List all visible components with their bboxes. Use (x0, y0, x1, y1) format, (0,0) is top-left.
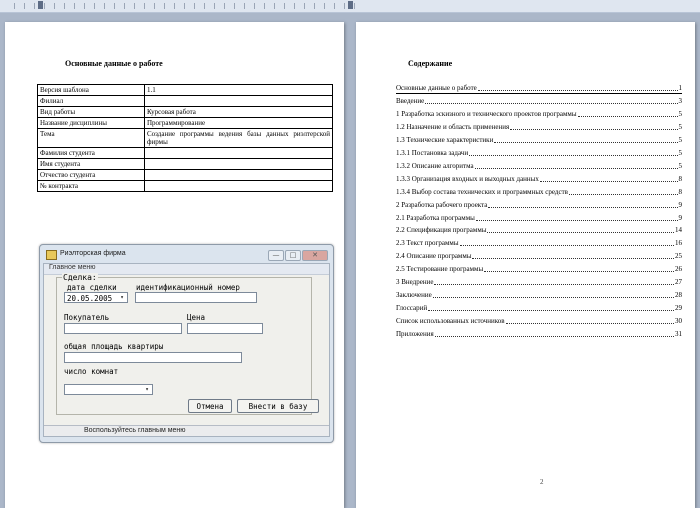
toc-entry[interactable] (396, 188, 682, 197)
toc-leader-dots (476, 214, 678, 221)
toc-entry-page: 26 (675, 265, 682, 274)
toc-entry-page: 8 (678, 187, 682, 196)
chevron-down-icon[interactable]: ▾ (145, 386, 149, 393)
toc-entry[interactable] (396, 330, 682, 339)
toc-entry-title: Приложения (396, 330, 434, 339)
toc-entry-page: 14 (675, 226, 682, 235)
toc-leader-dots (475, 162, 678, 169)
toc-leader-dots (425, 97, 677, 104)
toc-entry[interactable] (396, 291, 682, 300)
toc-entry[interactable] (396, 97, 682, 106)
toc-leader-dots (484, 265, 674, 272)
rooms-label: число комнат (64, 367, 119, 376)
toc-leader-dots (428, 304, 674, 311)
table-row: № контракта (38, 181, 333, 192)
toc-entry-title: Введение (396, 96, 425, 105)
toc-entry-page: 30 (675, 317, 682, 326)
window-client-area (43, 263, 330, 437)
close-button[interactable]: ✕ (302, 250, 328, 261)
toc-entry[interactable] (396, 136, 682, 145)
toc-entry-title: Заключение (396, 291, 432, 300)
deal-date-value: 20.05.2005 (67, 294, 113, 303)
realtor-app-window (39, 244, 334, 443)
rooms-select[interactable] (64, 384, 153, 395)
toc-entry-page: 8 (678, 174, 682, 183)
toc-entry[interactable] (396, 149, 682, 158)
toc-leader-dots (469, 149, 677, 156)
buyer-label: Покупатель (64, 313, 110, 322)
toc-entry[interactable] (396, 162, 682, 171)
toc-leader-dots (494, 136, 677, 143)
maximize-button[interactable]: □ (285, 250, 301, 261)
work-info-table (37, 84, 333, 192)
add-to-database-button[interactable]: Внести в базу (237, 399, 319, 413)
toc-leader-dots (510, 123, 677, 130)
toc-entry-title: 3 Внедрение (396, 278, 434, 287)
status-text: Воспользуйтесь главным меню (84, 427, 186, 434)
toc-leader-dots (578, 110, 678, 117)
right-indent-marker[interactable] (348, 1, 353, 9)
toc-entry-title: 1 Разработка эскизного и технического проектов программы (396, 109, 577, 118)
toc-entry-page: 5 (678, 135, 682, 144)
toc-title: Содержание (408, 59, 453, 68)
ruler-ticks (14, 3, 364, 9)
toc-entry[interactable] (396, 304, 682, 313)
toc-entry-title: 1.3.1 Постановка задачи (396, 148, 469, 157)
toc-entry-page: 3 (678, 96, 682, 105)
toc-entry-title: 1.3.4 Выбор состава технических и программных средств (396, 187, 568, 196)
toc-entry-page: 31 (675, 330, 682, 339)
toc-entry[interactable] (396, 265, 682, 274)
toc-entry-page: 5 (678, 148, 682, 157)
toc-entry-title: 2.3 Текст программы (396, 239, 459, 248)
toc-entry[interactable] (396, 175, 682, 184)
table-row: Название дисциплины Программирование (38, 118, 333, 129)
toc-leader-dots (540, 175, 678, 182)
toc-entry[interactable] (396, 110, 682, 119)
toc-entry-title: 1.3.2 Описание алгоритма (396, 161, 474, 170)
toc-entry-title: 2.1 Разработка программы (396, 213, 475, 222)
toc-entry[interactable] (396, 278, 682, 287)
deal-group-label: Сделка: (63, 273, 97, 282)
toc-entry-page: 27 (675, 278, 682, 287)
toc-leader-dots (435, 330, 674, 337)
minimize-button[interactable]: — (268, 250, 284, 261)
document-page-1 (5, 22, 344, 508)
cancel-button[interactable]: Отмена (188, 399, 232, 413)
toc-entry-page: 29 (675, 304, 682, 313)
toc-leader-dots (478, 84, 678, 91)
chevron-down-icon[interactable]: ▾ (120, 294, 124, 301)
app-icon (46, 250, 57, 260)
toc-entry[interactable] (396, 84, 682, 94)
toc-leader-dots (487, 226, 674, 233)
toc-entry-title: 1.2 Назначение и область применения (396, 122, 510, 131)
page-number: 2 (540, 478, 544, 486)
toc-entry-page: 25 (675, 252, 682, 261)
toc-leader-dots (433, 291, 674, 298)
toc-entry-title: 2.2 Спецификация программы (396, 226, 487, 235)
toc-entry[interactable] (396, 252, 682, 261)
table-row: Имя студента (38, 159, 333, 170)
deal-date-picker[interactable] (64, 292, 128, 303)
window-title: Риэлторская фирма (60, 250, 126, 257)
toc-entry-title: Основные данные о работе (396, 84, 477, 92)
toc-entry[interactable] (396, 317, 682, 326)
window-titlebar[interactable] (43, 247, 330, 261)
status-bar (44, 425, 329, 436)
toc-entry-page: 5 (678, 161, 682, 170)
toc-leader-dots (488, 201, 677, 208)
table-row: Филиал (38, 96, 333, 107)
toc-entry-page: 5 (678, 109, 682, 118)
main-menu-item[interactable]: Главное меню (49, 264, 96, 271)
id-number-input[interactable] (135, 292, 257, 303)
toc-entry-title: 1.3.3 Организация входных и выходных данных (396, 174, 539, 183)
table-row: Отчество студента (38, 170, 333, 181)
buyer-input[interactable] (64, 323, 182, 334)
toc-entry-title: 2.4 Описание программы (396, 252, 472, 261)
toc-entry-title: 2 Разработка рабочего проекта (396, 200, 488, 209)
toc-entry-title: Глоссарий (396, 304, 428, 313)
toc-entry-page: 9 (678, 213, 682, 222)
horizontal-ruler[interactable] (0, 0, 700, 13)
table-row: Фамилия студента (38, 148, 333, 159)
toc-entry[interactable] (396, 226, 682, 235)
toc-entry[interactable] (396, 214, 682, 223)
left-indent-marker[interactable] (38, 1, 43, 9)
deal-date-label: дата сделки (67, 283, 117, 292)
toc-entry-title: 1.3 Технические характеристики (396, 135, 494, 144)
price-label: Цена (187, 313, 206, 322)
area-input[interactable] (64, 352, 242, 363)
table-row: Тема Создание программы ведения базы данных риэлтерской фирмы (38, 129, 333, 148)
price-input[interactable] (187, 323, 263, 334)
toc-entry-title: Список использованных источников (396, 317, 505, 326)
table-row: Версия шаблона 1.1 (38, 85, 333, 96)
toc-leader-dots (434, 278, 674, 285)
toc-entry-page: 16 (675, 239, 682, 248)
document-page-2 (356, 22, 695, 508)
toc-entry[interactable] (396, 201, 682, 210)
toc-leader-dots (460, 239, 674, 246)
toc-entry-page: 1 (678, 84, 682, 92)
toc-leader-dots (506, 317, 674, 324)
toc-entry[interactable] (396, 123, 682, 132)
toc-entry[interactable] (396, 239, 682, 248)
toc-entry-title: 2.5 Тестирование программы (396, 265, 484, 274)
area-label: общая площадь квартиры (64, 342, 164, 351)
toc-entry-page: 28 (675, 291, 682, 300)
toc-leader-dots (569, 188, 678, 195)
toc-entry-page: 9 (678, 200, 682, 209)
id-number-label: идентификационный номер (136, 283, 240, 292)
toc-entry-page: 5 (678, 122, 682, 131)
toc-leader-dots (472, 252, 674, 259)
table-row: Вид работы Курсовая работа (38, 107, 333, 118)
page-title: Основные данные о работе (65, 59, 163, 68)
